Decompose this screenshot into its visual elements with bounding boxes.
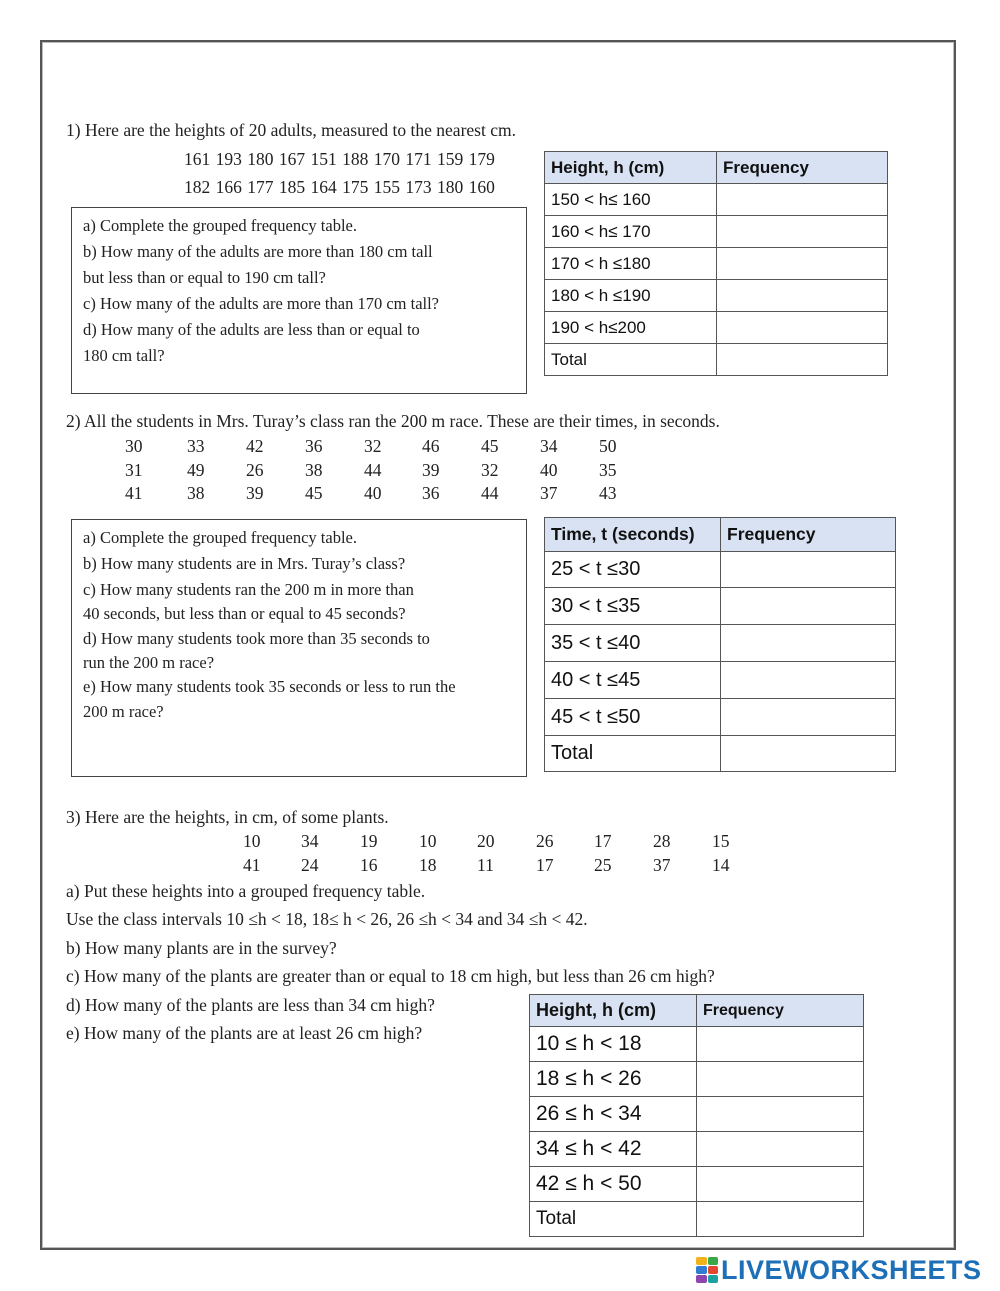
data-value: 33: [187, 436, 205, 456]
frequency-input-cell[interactable]: [717, 280, 888, 312]
q2-frequency-table: [544, 517, 896, 772]
frequency-input-cell[interactable]: [721, 625, 896, 662]
data-value: 18: [419, 855, 437, 875]
frequency-input-cell[interactable]: [697, 1097, 864, 1132]
class-interval-cell: 42 ≤ h < 50: [530, 1167, 697, 1202]
q3-question-e: e) How many of the plants are at least 26 cm high?: [66, 1023, 423, 1043]
total-input-cell[interactable]: [721, 736, 896, 772]
data-value: 41: [125, 483, 143, 503]
total-label-cell: Total: [545, 344, 717, 376]
q1-data-line-1: 161 193 180 167 151 188 170 171 159 179: [184, 149, 495, 169]
q3-question-b: b) How many plants are in the survey?: [66, 938, 337, 958]
data-value: 39: [246, 483, 264, 503]
logo-text: LIVEWORKSHEETS: [721, 1254, 982, 1285]
data-value: 17: [594, 831, 612, 851]
data-value: 36: [422, 483, 440, 503]
data-value: 38: [305, 460, 323, 480]
class-interval-cell: 190 < h≤200: [545, 312, 717, 344]
q3-question-d: d) How many of the plants are less than 34 cm high?: [66, 995, 435, 1015]
q2-question-c2: 40 seconds, but less than or equal to 45 seconds?: [83, 604, 406, 623]
data-value: 37: [540, 483, 558, 503]
data-value: 26: [246, 460, 264, 480]
class-interval-cell: 34 ≤ h < 42: [530, 1132, 697, 1167]
table-header-cell: Frequency: [721, 518, 896, 552]
q1-intro: 1) Here are the heights of 20 adults, measured to the nearest cm.: [66, 120, 516, 140]
data-value: 20: [477, 831, 495, 851]
table-header-row: [545, 152, 888, 184]
data-value: 11: [477, 855, 494, 875]
table-row: [545, 662, 896, 699]
data-value: 44: [364, 460, 382, 480]
total-input-cell[interactable]: [697, 1202, 864, 1237]
total-label-cell: Total: [545, 736, 721, 772]
table-row: [530, 1097, 864, 1132]
liveworksheets-logo-icon: [696, 1257, 718, 1283]
data-value: 37: [653, 855, 671, 875]
q2-question-box: [71, 519, 527, 777]
data-value: 41: [243, 855, 261, 875]
class-interval-cell: 180 < h ≤190: [545, 280, 717, 312]
table-header-cell: Time, t (seconds): [545, 518, 721, 552]
data-value: 26: [536, 831, 554, 851]
class-interval-cell: 18 ≤ h < 26: [530, 1062, 697, 1097]
data-value: 45: [305, 483, 323, 503]
liveworksheets-logo: [696, 1256, 982, 1284]
class-interval-cell: 30 < t ≤35: [545, 588, 721, 625]
data-value: 25: [594, 855, 612, 875]
q2-question-e: e) How many students took 35 seconds or less to run the: [83, 677, 456, 696]
data-value: 32: [364, 436, 382, 456]
data-value: 34: [540, 436, 558, 456]
table-row: [545, 216, 888, 248]
data-value: 35: [599, 460, 617, 480]
q2-question-c: c) How many students ran the 200 m in more than: [83, 580, 414, 599]
table-row: [545, 184, 888, 216]
table-header-cell: Height, h (cm): [530, 995, 697, 1027]
frequency-input-cell[interactable]: [721, 552, 896, 588]
frequency-input-cell[interactable]: [697, 1132, 864, 1167]
q3-question-c: c) How many of the plants are greater than or equal to 18 cm high, but less than 26 cm high?: [66, 966, 715, 986]
data-value: 34: [301, 831, 319, 851]
table-header-row: [545, 518, 896, 552]
q3-question-a: a) Put these heights into a grouped frequency table.: [66, 881, 426, 901]
frequency-input-cell[interactable]: [721, 699, 896, 736]
q1-frequency-table: [544, 151, 888, 376]
table-row: [530, 1167, 864, 1202]
data-value: 44: [481, 483, 499, 503]
class-interval-cell: 150 < h≤ 160: [545, 184, 717, 216]
frequency-input-cell[interactable]: [721, 588, 896, 625]
total-input-cell[interactable]: [717, 344, 888, 376]
table-row: [545, 736, 896, 772]
table-row: [545, 344, 888, 376]
data-value: 42: [246, 436, 264, 456]
class-interval-cell: 35 < t ≤40: [545, 625, 721, 662]
data-value: 28: [653, 831, 671, 851]
data-value: 10: [419, 831, 437, 851]
q1-question-a: a) Complete the grouped frequency table.: [83, 216, 357, 235]
data-value: 15: [712, 831, 730, 851]
frequency-input-cell[interactable]: [717, 216, 888, 248]
class-interval-cell: 40 < t ≤45: [545, 662, 721, 699]
data-value: 36: [305, 436, 323, 456]
table-row: [545, 699, 896, 736]
frequency-input-cell[interactable]: [717, 312, 888, 344]
data-value: 38: [187, 483, 205, 503]
class-interval-cell: 160 < h≤ 170: [545, 216, 717, 248]
data-value: 30: [125, 436, 143, 456]
table-header-cell: Height, h (cm): [545, 152, 717, 184]
class-interval-cell: 25 < t ≤30: [545, 552, 721, 588]
frequency-input-cell[interactable]: [717, 248, 888, 280]
q3-intro: 3) Here are the heights, in cm, of some plants.: [66, 807, 389, 827]
frequency-input-cell[interactable]: [717, 184, 888, 216]
table-row: [545, 588, 896, 625]
table-row: [545, 625, 896, 662]
table-row: [530, 1202, 864, 1237]
table-row: [530, 1062, 864, 1097]
q3-frequency-table: [529, 994, 864, 1237]
data-value: 45: [481, 436, 499, 456]
total-label-cell: Total: [530, 1202, 697, 1237]
data-value: 16: [360, 855, 378, 875]
data-value: 32: [481, 460, 499, 480]
data-value: 10: [243, 831, 261, 851]
data-value: 14: [712, 855, 730, 875]
data-value: 17: [536, 855, 554, 875]
data-value: 40: [540, 460, 558, 480]
frequency-input-cell[interactable]: [697, 1062, 864, 1097]
q1-question-b2: but less than or equal to 190 cm tall?: [83, 268, 326, 287]
frequency-input-cell[interactable]: [721, 662, 896, 699]
data-value: 40: [364, 483, 382, 503]
q3-question-a2: Use the class intervals 10 ≤h < 18, 18≤ h < 26, 26 ≤h < 34 and 34 ≤h < 42.: [66, 909, 588, 929]
q1-question-d: d) How many of the adults are less than or equal to: [83, 320, 420, 339]
q2-question-d: d) How many students took more than 35 seconds to: [83, 629, 430, 648]
data-value: 49: [187, 460, 205, 480]
table-row: [530, 1027, 864, 1062]
data-value: 39: [422, 460, 440, 480]
table-header-cell: Frequency: [717, 152, 888, 184]
frequency-input-cell[interactable]: [697, 1167, 864, 1202]
data-value: 43: [599, 483, 617, 503]
table-row: [530, 1132, 864, 1167]
class-interval-cell: 26 ≤ h < 34: [530, 1097, 697, 1132]
q1-question-box: [71, 207, 527, 394]
q2-question-e2: 200 m race?: [83, 702, 164, 721]
table-row: [545, 248, 888, 280]
data-value: 46: [422, 436, 440, 456]
q2-intro: 2) All the students in Mrs. Turay’s class ran the 200 m race. These are their times, in seconds.: [66, 411, 720, 431]
q1-question-c: c) How many of the adults are more than 170 cm tall?: [83, 294, 440, 313]
class-interval-cell: 10 ≤ h < 18: [530, 1027, 697, 1062]
q2-question-a: a) Complete the grouped frequency table.: [83, 528, 357, 547]
q1-question-b: b) How many of the adults are more than 180 cm tall: [83, 242, 433, 261]
q2-question-d2: run the 200 m race?: [83, 653, 215, 672]
table-row: [545, 312, 888, 344]
class-interval-cell: 170 < h ≤180: [545, 248, 717, 280]
data-value: 31: [125, 460, 143, 480]
data-value: 50: [599, 436, 617, 456]
q1-data-line-2: 182 166 177 185 164 175 155 173 180 160: [184, 177, 495, 197]
data-value: 19: [360, 831, 378, 851]
frequency-input-cell[interactable]: [697, 1027, 864, 1062]
data-value: 24: [301, 855, 319, 875]
class-interval-cell: 45 < t ≤50: [545, 699, 721, 736]
table-header-row: [530, 995, 864, 1027]
q1-question-d2: 180 cm tall?: [83, 346, 165, 365]
q2-question-b: b) How many students are in Mrs. Turay’s class?: [83, 554, 406, 573]
table-row: [545, 552, 896, 588]
table-header-cell: Frequency: [697, 995, 864, 1027]
table-row: [545, 280, 888, 312]
